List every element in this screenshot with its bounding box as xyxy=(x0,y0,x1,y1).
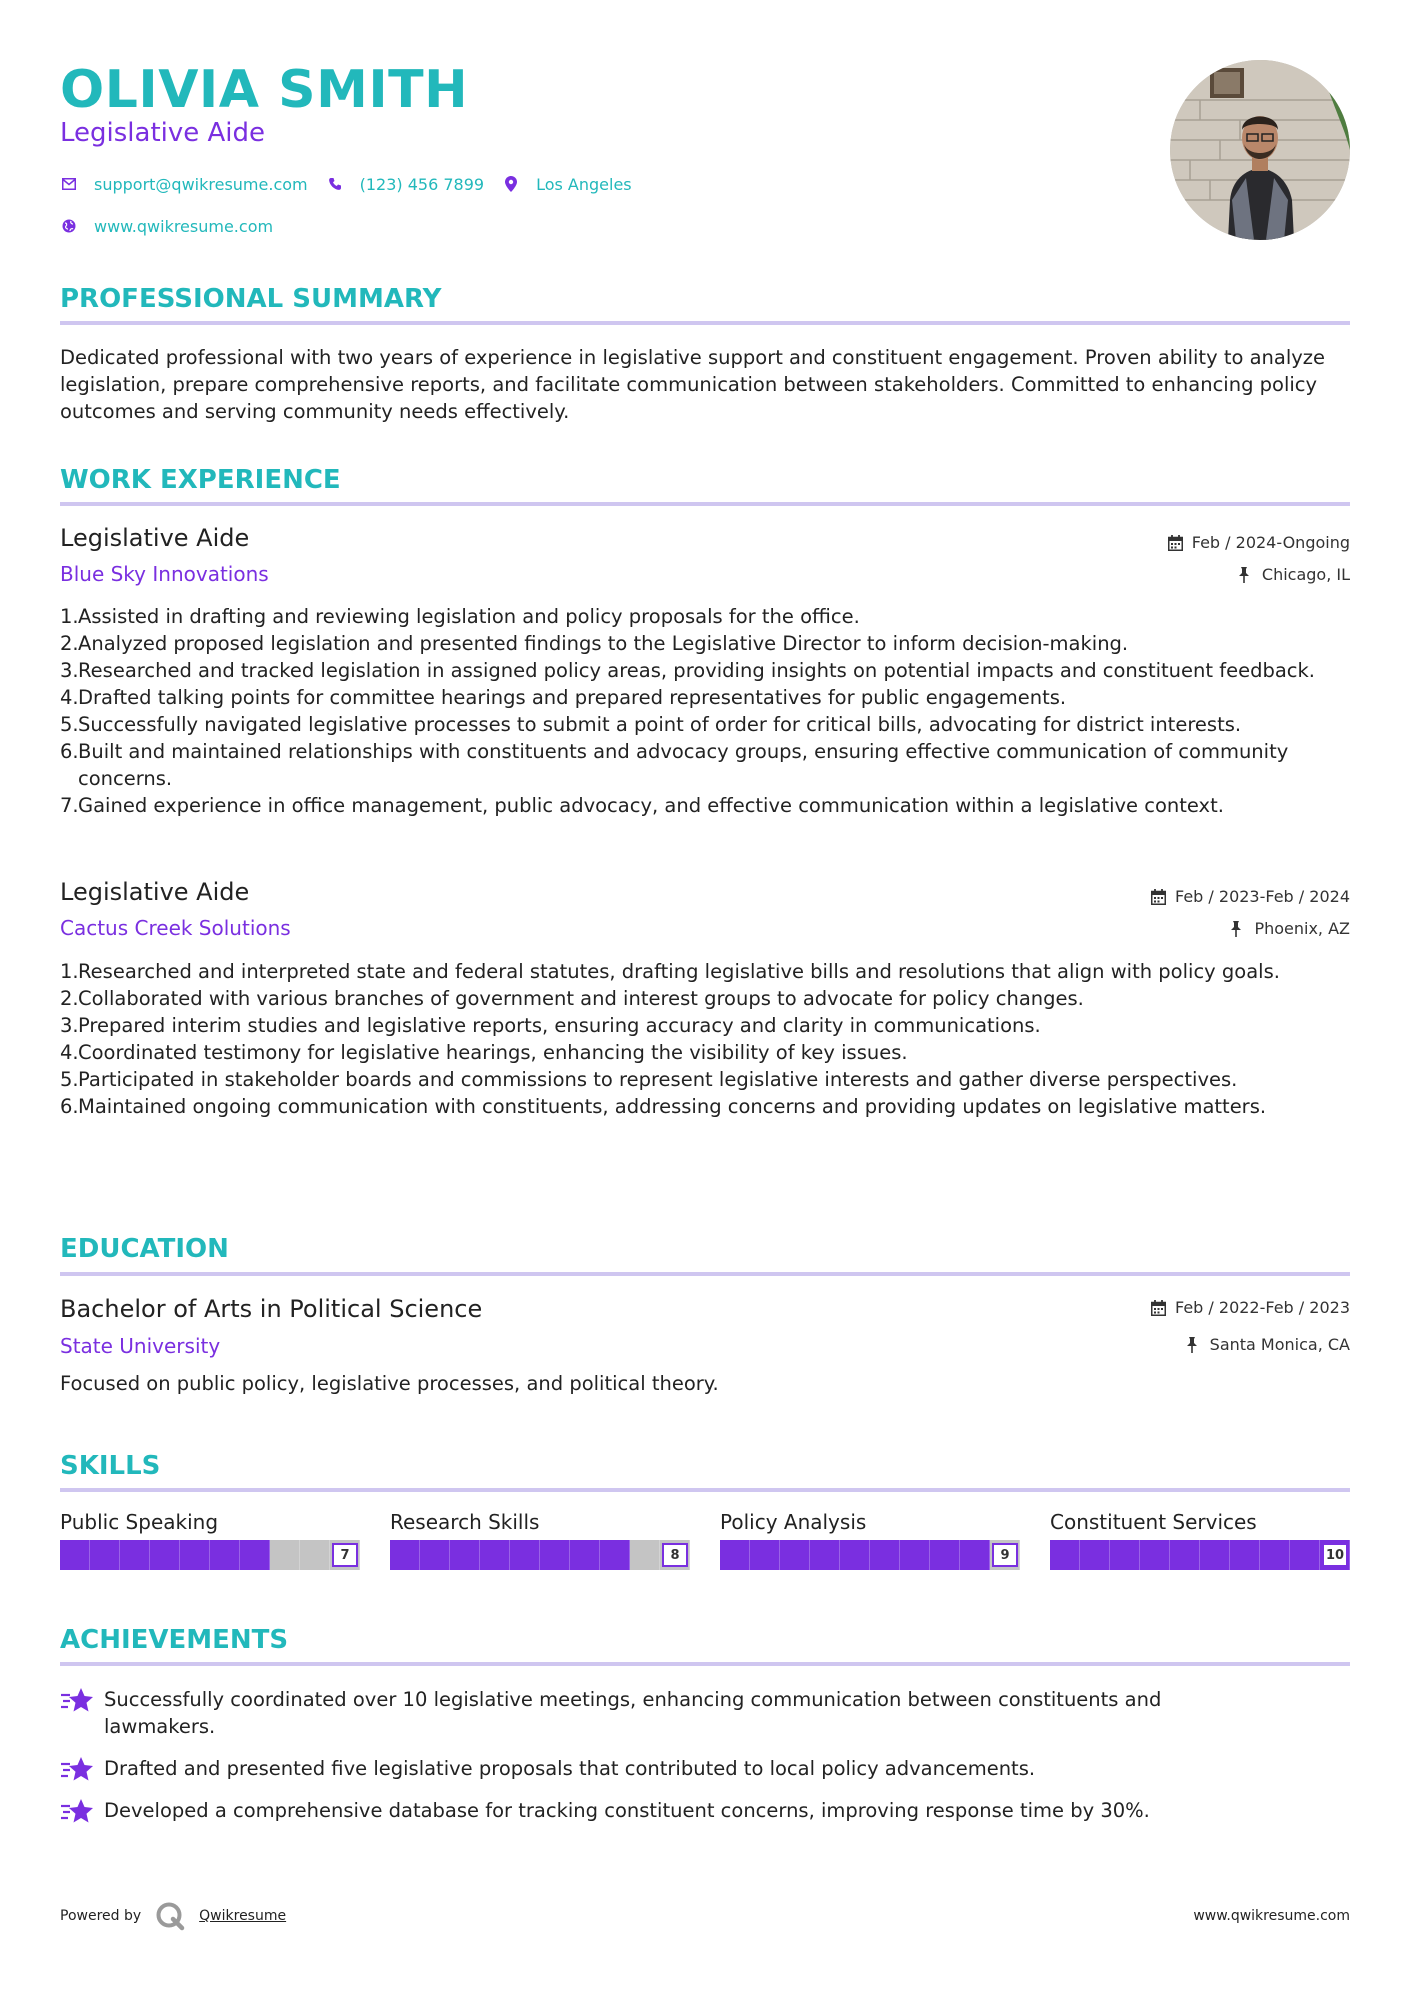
job-title: Legislative Aide xyxy=(60,878,250,906)
achievement-item xyxy=(60,1686,1350,1740)
job-title: Legislative Aide xyxy=(60,524,250,552)
skill-name: Public Speaking xyxy=(60,1510,219,1534)
skill-meter xyxy=(720,1540,1020,1570)
achievement-text: Drafted and presented five legislative proposals that contributed to local policy advancements. xyxy=(104,1757,1036,1780)
list-item: 3. Researched and tracked legislation in assigned policy areas, providing insights on potential impacts and constituent feedback. xyxy=(60,659,1315,682)
contact-row-secondary xyxy=(60,214,650,238)
school-name: State University xyxy=(60,1334,221,1358)
achievement-text: Developed a comprehensive database for tracking constituent concerns, improving response time by 30%. xyxy=(104,1799,1150,1822)
degree-title: Bachelor of Arts in Political Science xyxy=(60,1295,483,1323)
education-divider xyxy=(60,1272,1350,1276)
envelope-icon xyxy=(60,175,78,193)
achievements-heading: ACHIEVEMENTS xyxy=(60,1625,289,1655)
location-label: Chicago, IL xyxy=(1261,565,1350,584)
experience-heading: WORK EXPERIENCE xyxy=(60,465,341,495)
skill-meter xyxy=(60,1540,360,1570)
list-item: 6. Built and maintained relationships with constituents and advocacy groups, ensuring effective communication of community concerns. xyxy=(60,740,1289,790)
website-link[interactable]: www.qwikresume.com xyxy=(94,216,274,236)
skill-level: 10 xyxy=(1322,1543,1348,1567)
list-item: 1. Researched and interpreted state and federal statutes, drafting legislative bills and resolutions that align with policy goals. xyxy=(60,960,1280,983)
shooting-star-icon xyxy=(60,1686,94,1716)
pushpin-icon xyxy=(1238,567,1254,583)
skill-segment xyxy=(540,1540,570,1570)
qwikresume-link[interactable]: Qwikresume xyxy=(199,1908,287,1924)
date-range: Feb / 2024-Ongoing xyxy=(1191,533,1350,552)
skill-segment xyxy=(600,1540,630,1570)
pushpin-icon xyxy=(1186,1337,1202,1353)
skill-segment xyxy=(1170,1540,1200,1570)
email-link[interactable]: support@qwikresume.com xyxy=(94,174,308,194)
calendar-icon xyxy=(1151,889,1167,905)
job-bullets xyxy=(60,958,1330,1120)
skill-item xyxy=(1050,1510,1350,1570)
qwikresume-logo-icon xyxy=(155,1901,185,1931)
skill-segment xyxy=(480,1540,510,1570)
summary-divider xyxy=(60,321,1350,325)
list-item: 2. Analyzed proposed legislation and presented findings to the Legislative Director to inform decision-making. xyxy=(60,632,1129,655)
list-item: 4. Drafted talking points for committee hearings and prepared representatives for public engagements. xyxy=(60,686,1067,709)
list-item: 1. Assisted in drafting and reviewing legislation and policy proposals for the office. xyxy=(60,605,860,628)
skill-segment xyxy=(150,1540,180,1570)
profile-photo xyxy=(1170,60,1350,240)
skill-segment xyxy=(810,1540,840,1570)
location-label: Phoenix, AZ xyxy=(1254,919,1350,938)
skills-heading: SKILLS xyxy=(60,1451,161,1481)
skill-segment xyxy=(270,1540,300,1570)
skill-level: 8 xyxy=(662,1543,688,1567)
skill-item xyxy=(60,1510,360,1570)
skill-segment xyxy=(240,1540,270,1570)
skill-segment xyxy=(1230,1540,1260,1570)
skill-segment xyxy=(1110,1540,1140,1570)
education-description: Focused on public policy, legislative processes, and political theory. xyxy=(60,1372,719,1395)
skill-segment xyxy=(420,1540,450,1570)
skill-name: Research Skills xyxy=(390,1510,540,1534)
skill-segment xyxy=(570,1540,600,1570)
skill-segment xyxy=(750,1540,780,1570)
job-bullets xyxy=(60,603,1330,819)
experience-divider xyxy=(60,502,1350,506)
company-name: Cactus Creek Solutions xyxy=(60,916,291,940)
achievement-item xyxy=(60,1797,1350,1827)
skill-segment xyxy=(120,1540,150,1570)
calendar-icon xyxy=(1168,535,1184,551)
education-location xyxy=(1186,1335,1350,1354)
skill-segment xyxy=(90,1540,120,1570)
date-range: Feb / 2023-Feb / 2024 xyxy=(1175,887,1350,906)
skill-segment xyxy=(630,1540,660,1570)
skill-meter xyxy=(1050,1540,1350,1570)
location-text: Los Angeles xyxy=(536,174,632,194)
list-item: 5. Participated in stakeholder boards and commissions to represent legislative interests and gather diverse perspectives. xyxy=(60,1068,1238,1091)
skill-segment xyxy=(960,1540,990,1570)
calendar-icon xyxy=(1151,1300,1167,1316)
skill-segment xyxy=(840,1540,870,1570)
list-item: 5. Successfully navigated legislative processes to submit a point of order for critical bills, advocating for district interests. xyxy=(60,713,1242,736)
skill-segment xyxy=(60,1540,90,1570)
education-heading: EDUCATION xyxy=(60,1234,229,1264)
skill-segment xyxy=(450,1540,480,1570)
skill-segment xyxy=(1080,1540,1110,1570)
skill-segment xyxy=(930,1540,960,1570)
skill-segment xyxy=(870,1540,900,1570)
list-item: 2. Collaborated with various branches of government and interest groups to advocate for policy changes. xyxy=(60,987,1084,1010)
job-location xyxy=(1230,919,1350,938)
skill-segment xyxy=(180,1540,210,1570)
list-item: 4. Coordinated testimony for legislative hearings, enhancing the visibility of key issues. xyxy=(60,1041,908,1064)
skill-name: Constituent Services xyxy=(1050,1510,1257,1534)
skill-segment xyxy=(900,1540,930,1570)
skill-segment xyxy=(510,1540,540,1570)
skill-segment xyxy=(390,1540,420,1570)
powered-by-label: Powered by xyxy=(60,1908,142,1924)
phone-icon xyxy=(326,175,344,193)
job-location xyxy=(1238,565,1350,584)
skill-level: 9 xyxy=(992,1543,1018,1567)
skill-item xyxy=(720,1510,1020,1570)
date-range: Feb / 2022-Feb / 2023 xyxy=(1175,1298,1350,1317)
phone-text[interactable]: (123) 456 7899 xyxy=(359,174,485,194)
skill-segment xyxy=(1260,1540,1290,1570)
skill-segment xyxy=(1140,1540,1170,1570)
achievements-divider xyxy=(60,1662,1350,1666)
skill-level: 7 xyxy=(332,1543,358,1567)
list-item: 7. Gained experience in office management, public advocacy, and effective communication within a legislative context. xyxy=(60,794,1224,817)
job-dates xyxy=(1151,887,1350,906)
skill-segment xyxy=(300,1540,330,1570)
skills-divider xyxy=(60,1488,1350,1492)
footer-website-link[interactable]: www.qwikresume.com xyxy=(1193,1908,1350,1924)
skill-segment xyxy=(1290,1540,1320,1570)
candidate-name: OLIVIA SMITH xyxy=(60,60,469,120)
skill-item xyxy=(390,1510,690,1570)
list-item: 3. Prepared interim studies and legislative reports, ensuring accuracy and clarity in communications. xyxy=(60,1014,1041,1037)
skill-name: Policy Analysis xyxy=(720,1510,867,1534)
location-label: Santa Monica, CA xyxy=(1209,1335,1350,1354)
achievement-item xyxy=(60,1755,1350,1785)
candidate-role: Legislative Aide xyxy=(60,118,266,148)
pushpin-icon xyxy=(1230,921,1246,937)
contact-block xyxy=(60,172,650,256)
education-dates xyxy=(1151,1298,1350,1317)
job-dates xyxy=(1168,533,1350,552)
contact-row-primary xyxy=(60,172,650,196)
list-item: 6. Maintained ongoing communication with constituents, addressing concerns and providing updates on legislative matters. xyxy=(60,1095,1267,1118)
skill-segment xyxy=(780,1540,810,1570)
globe-icon xyxy=(60,217,78,235)
skill-segment xyxy=(1200,1540,1230,1570)
skill-segment xyxy=(210,1540,240,1570)
skill-segment xyxy=(1050,1540,1080,1570)
shooting-star-icon xyxy=(60,1755,94,1785)
summary-heading: PROFESSIONAL SUMMARY xyxy=(60,284,442,314)
achievement-text: Successfully coordinated over 10 legislative meetings, enhancing communication between constituents and lawmakers. xyxy=(104,1688,1162,1738)
resume-page xyxy=(60,0,1350,1990)
company-name: Blue Sky Innovations xyxy=(60,562,269,586)
footer xyxy=(60,1898,1350,1934)
skill-meter xyxy=(390,1540,690,1570)
shooting-star-icon xyxy=(60,1797,94,1827)
skill-segment xyxy=(720,1540,750,1570)
summary-text: Dedicated professional with two years of experience in legislative support and constituent engagement. Proven ability to analyze legislation, prepare comprehensive reports, and facilitate communication between stakeholders. Committed to enhancing policy outcomes and serving community needs effectively. xyxy=(60,346,1326,423)
map-pin-icon xyxy=(502,175,520,193)
